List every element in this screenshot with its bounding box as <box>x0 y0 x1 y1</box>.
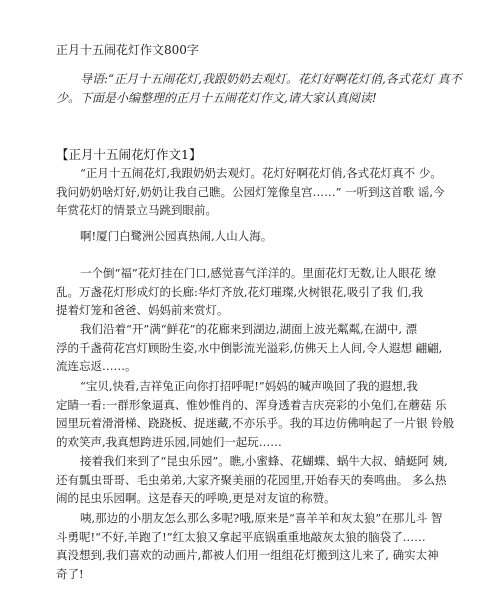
paragraph-line: 流连忘返……。 <box>56 359 137 373</box>
paragraph-line: “宝贝,快看,吉祥兔正向你打招呼呢!”妈妈的喊声唤回了我的遐想,我 <box>80 379 418 393</box>
paragraph-line: 啊!厦门白鹭洲公园真热闹,人山人海。 <box>80 229 273 243</box>
paragraph-line: 一个倒“福”花灯挂在门口,感觉喜气洋洋的。里面花灯无数,让人眼花 缭 <box>80 266 437 280</box>
paragraph-line: 定睛一看:一群形象逼真、惟妙惟肖的、浑身透着吉庆亮彩的小兔们,在蘑菇 乐 <box>56 397 447 412</box>
paragraph-line: 我问奶奶啥灯好,奶奶让我自己瞧。公园灯笼像皇宫……” 一听到这首歌 谣,今 <box>56 184 445 199</box>
paragraph <box>56 377 456 451</box>
paragraph-line: 的欢笑声,我真想跨进乐园,同她们一起玩…… <box>56 434 282 449</box>
intro-line: 导语:“正月十五闹花灯,我跟奶奶去观灯。花灯好啊花灯俏,各式花灯 真不 <box>80 72 462 86</box>
paragraph <box>56 509 456 583</box>
paragraph-line: 我们沿着“开”满“鲜花”的花廊来到湖边,湖面上波光粼粼,在湖中, 漂 <box>80 322 418 336</box>
paragraph <box>56 452 456 508</box>
paragraph-line: 接着我们来到了“昆虫乐园”。瞧,小蜜蜂、花蝴蝶、蜗牛大叔、蜻蜓阿 姨, <box>80 454 448 468</box>
paragraph-line: 园里玩着滑滑梯、跷跷板、捉迷藏,不亦乐乎。我的耳边仿佛响起了一片银 铃般 <box>56 416 455 430</box>
paragraph <box>56 227 456 246</box>
paragraph-line: 浮的千盏荷花宫灯顾盼生姿,水中倒影流光溢彩,仿佛天上人间,令人遐想 翩翩, <box>56 340 443 355</box>
paragraph <box>56 320 456 376</box>
paragraph <box>56 164 456 220</box>
intro-text <box>56 70 462 108</box>
paragraph-line: 还有瓢虫哥哥、毛虫弟弟,大家齐聚美丽的花园里,开始春天的奏鸣曲。 多么热 <box>56 472 447 487</box>
document-title: 正月十五闹花灯作文800字 <box>56 43 199 57</box>
paragraph-line: 斗勇呢!“不好,羊跑了!”红太狼又拿起平底锅重重地敲灰太狼的脑袋了…… <box>56 529 426 544</box>
section-heading: 【正月十五闹花灯作文1】 <box>56 147 202 162</box>
paragraph-line: 闹的昆虫乐园啊。这是春天的呼唤,更是对友谊的称赞。 <box>56 491 336 505</box>
paragraph-line: “正月十五闹花灯,我跟奶奶去观灯。花灯好啊花灯俏,各式花灯真不 少。 <box>80 166 442 180</box>
paragraph-line: 年赏花灯的情景立马跳到眼前。 <box>56 203 217 217</box>
intro-line: 少。下面是小编整理的正月十五闹花灯作文,请大家认真阅读! <box>56 91 377 105</box>
paragraph <box>56 264 456 320</box>
paragraph-line: 真没想到,我们喜欢的动画片,都被人们用一组组花灯搬到这儿来了, 确实太神 <box>56 548 439 562</box>
paragraph-line: 提着灯笼和爸爸、妈妈前来赏灯。 <box>56 303 229 317</box>
paragraph-line: 奇了! <box>56 566 84 581</box>
paragraph-line: 咦,那边的小朋友怎么那么多呢?哦,原来是“喜羊羊和灰太狼”在那儿斗 智 <box>80 511 443 525</box>
paragraph-line: 乱。万盏花灯形成灯的长廊:华灯齐放,花灯璀璨,火树银花,吸引了我 们,我 <box>56 284 424 299</box>
